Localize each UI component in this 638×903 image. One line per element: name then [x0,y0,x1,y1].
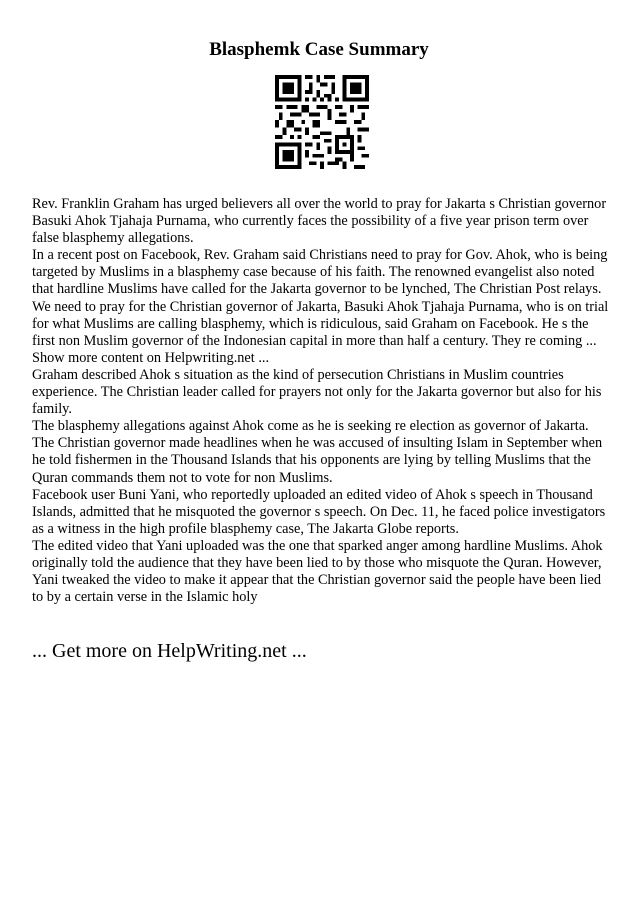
page-title: Blasphemk Case Summary [209,39,429,60]
paragraph: Facebook user Buni Yani, who reportedly uploaded an edited video of Ahok s speech in Thousand Islands, admitted that he misquoted the governor s speech. On Dec. 11, he faced police investigators as a witness in the high profile blasphemy case, The Jakarta Globe reports. [32,486,606,537]
paragraph: We need to pray for the Christian governor of Jakarta, Basuki Ahok Tjahaja Purnama, who is on trial for what Muslims are calling blasphemy, which is ridiculous, said Graham on Facebook. He s the first non Muslim governor of the Indonesian capital in more than half a century. They re coming ... Show more content on Helpwriting.net ... [32,298,609,366]
paragraph: In a recent post on Facebook, Rev. Graham said Christians need to pray for Gov. Ahok, who is being targeted by Muslims in a blasphemy case because of his faith. The renowned evangelist also noted that hardline Muslims have called for the Jakarta governor to be lynched, The Christian Post relays. [32,247,608,298]
get-more-link[interactable]: ... Get more on HelpWriting.net ... [32,640,307,662]
qr-code-icon [275,75,369,169]
article-body [32,196,614,606]
paragraph: Rev. Franklin Graham has urged believers all over the world to pray for Jakarta s Christian governor Basuki Ahok Tjahaja Purnama, who currently faces the possibility of a five year prison term over false blasphemy allegations. [32,196,607,247]
paragraph: The blasphemy allegations against Ahok come as he is seeking re election as governor of Jakarta. The Christian governor made headlines when he was accused of insulting Islam in September when he told fishermen in the Thousand Islands that his opponents are lying by telling Muslims that the Quran commands them not to vote for non Muslims. [32,418,603,486]
paragraph: Graham described Ahok s situation as the kind of persecution Christians in Muslim countries experience. The Christian leader called for prayers not only for the Jakarta governor but also for his family. [32,366,602,418]
paragraph: The edited video that Yani uploaded was the one that sparked anger among hardline Muslims. Ahok originally told the audience that they have been lied to by those who misquote the Quran. However, Yani tweaked the video to make it appear that the Christian governor said the people have been lied to by a certain verse in the Islamic holy [32,537,603,606]
